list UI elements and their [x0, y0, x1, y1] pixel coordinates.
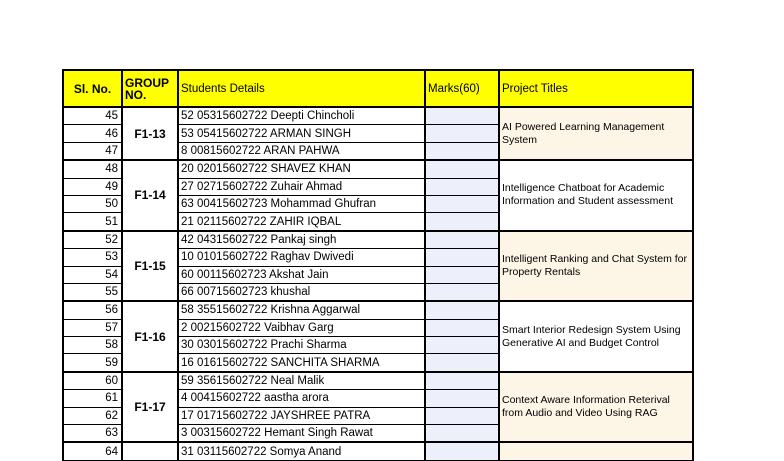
- project-title-cell: [499, 442, 693, 460]
- marks-cell[interactable]: [425, 160, 499, 178]
- marks-cell[interactable]: [425, 231, 499, 249]
- project-groups-table: [62, 69, 694, 461]
- sl-no-cell: 57: [63, 319, 122, 336]
- table-row: [63, 107, 693, 125]
- marks-cell[interactable]: [425, 195, 499, 212]
- sl-no-cell: 63: [63, 425, 122, 443]
- marks-cell[interactable]: [425, 249, 499, 266]
- marks-cell[interactable]: [425, 390, 499, 407]
- project-title-cell: Context Aware Information Reterival from Audio and Video Using RAG: [499, 372, 693, 443]
- sl-no-cell: 62: [63, 407, 122, 424]
- sl-no-cell: 47: [63, 142, 122, 160]
- group-no-cell: F1-15: [122, 231, 178, 302]
- table-row: [63, 301, 693, 319]
- sl-no-cell: 59: [63, 354, 122, 372]
- group-no-cell: F1-13: [122, 107, 178, 160]
- project-title-cell: AI Powered Learning Management System: [499, 107, 693, 160]
- sl-no-cell: 50: [63, 195, 122, 212]
- marks-cell[interactable]: [425, 407, 499, 424]
- marks-cell[interactable]: [425, 442, 499, 460]
- student-details-cell: 31 03115602722 Somya Anand: [178, 442, 425, 460]
- group-no-cell: [122, 442, 178, 460]
- table-row: [63, 442, 693, 460]
- sl-no-cell: 53: [63, 249, 122, 266]
- student-details-cell: 66 00715602723 khushal: [178, 283, 425, 301]
- marks-cell[interactable]: [425, 319, 499, 336]
- header-project-titles: Project Titles: [499, 70, 693, 107]
- sl-no-cell: 58: [63, 337, 122, 354]
- header-group-no: GROUP NO.: [122, 70, 178, 107]
- student-details-cell: 16 01615602722 SANCHITA SHARMA: [178, 354, 425, 372]
- marks-cell[interactable]: [425, 283, 499, 301]
- table-row: [63, 160, 693, 178]
- marks-cell[interactable]: [425, 125, 499, 142]
- sl-no-cell: 52: [63, 231, 122, 249]
- student-details-cell: 60 00115602723 Akshat Jain: [178, 266, 425, 283]
- header-sl-no: Sl. No.: [63, 70, 122, 107]
- header-row: [63, 70, 693, 107]
- sl-no-cell: 51: [63, 213, 122, 231]
- marks-cell[interactable]: [425, 372, 499, 390]
- student-details-cell: 42 04315602722 Pankaj singh: [178, 231, 425, 249]
- sl-no-cell: 61: [63, 390, 122, 407]
- student-details-cell: 63 00415602723 Mohammad Ghufran: [178, 195, 425, 212]
- group-no-cell: F1-17: [122, 372, 178, 443]
- sl-no-cell: 55: [63, 283, 122, 301]
- sl-no-cell: 46: [63, 125, 122, 142]
- student-details-cell: 58 35515602722 Krishna Aggarwal: [178, 301, 425, 319]
- project-title-cell: Smart Interior Redesign System Using Generative AI and Budget Control: [499, 301, 693, 372]
- marks-cell[interactable]: [425, 142, 499, 160]
- student-details-cell: 3 00315602722 Hemant Singh Rawat: [178, 425, 425, 443]
- header-marks: Marks(60): [425, 70, 499, 107]
- student-details-cell: 30 03015602722 Prachi Sharma: [178, 337, 425, 354]
- sl-no-cell: 49: [63, 178, 122, 195]
- header-students-details: Students Details: [178, 70, 425, 107]
- table-row: [63, 231, 693, 249]
- marks-cell[interactable]: [425, 354, 499, 372]
- marks-cell[interactable]: [425, 425, 499, 443]
- sl-no-cell: 64: [63, 442, 122, 460]
- student-details-cell: 8 00815602722 ARAN PAHWA: [178, 142, 425, 160]
- marks-cell[interactable]: [425, 213, 499, 231]
- student-details-cell: 52 05315602722 Deepti Chincholi: [178, 107, 425, 125]
- marks-cell[interactable]: [425, 107, 499, 125]
- project-title-cell: Intelligent Ranking and Chat System for Property Rentals: [499, 231, 693, 302]
- student-details-cell: 20 02015602722 SHAVEZ KHAN: [178, 160, 425, 178]
- student-details-cell: 27 02715602722 Zuhair Ahmad: [178, 178, 425, 195]
- sl-no-cell: 45: [63, 107, 122, 125]
- sl-no-cell: 60: [63, 372, 122, 390]
- student-details-cell: 2 00215602722 Vaibhav Garg: [178, 319, 425, 336]
- student-details-cell: 17 01715602722 JAYSHREE PATRA: [178, 407, 425, 424]
- sl-no-cell: 56: [63, 301, 122, 319]
- marks-cell[interactable]: [425, 337, 499, 354]
- student-details-cell: 10 01015602722 Raghav Dwivedi: [178, 249, 425, 266]
- sl-no-cell: 48: [63, 160, 122, 178]
- group-no-cell: F1-16: [122, 301, 178, 372]
- student-details-cell: 4 00415602722 aastha arora: [178, 390, 425, 407]
- student-details-cell: 21 02115602722 ZAHIR IQBAL: [178, 213, 425, 231]
- sl-no-cell: 54: [63, 266, 122, 283]
- student-details-cell: 53 05415602722 ARMAN SINGH: [178, 125, 425, 142]
- group-no-cell: F1-14: [122, 160, 178, 231]
- table-body: [63, 107, 693, 460]
- marks-cell[interactable]: [425, 266, 499, 283]
- marks-cell[interactable]: [425, 301, 499, 319]
- table-row: [63, 372, 693, 390]
- student-details-cell: 59 35615602722 Neal Malik: [178, 372, 425, 390]
- marks-cell[interactable]: [425, 178, 499, 195]
- project-title-cell: Intelligence Chatboat for Academic Information and Student assessment: [499, 160, 693, 231]
